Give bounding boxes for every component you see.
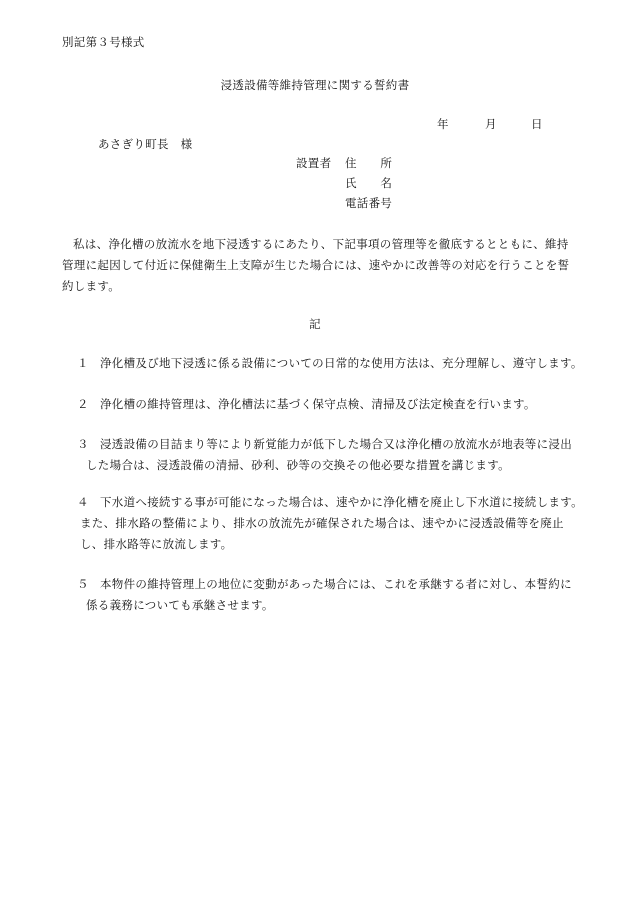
installer-address-label: 住 所 bbox=[345, 156, 393, 170]
item-line: し、排水路等に放流します。 bbox=[80, 537, 233, 551]
item-line: 浄化槽及び地下浸透に係る設備についての日常的な使用方法は、充分理解し、遵守します。 bbox=[100, 356, 583, 370]
item-line: 本物件の維持管理上の地位に変動があった場合には、これを承継する者に対し、本誓約に bbox=[100, 577, 572, 591]
pledge-paragraph: 私は、浄化槽の放流水を地下浸透するにあたり、下記事項の管理等を徹底するとともに、維持管理に起因して付近に保健衛生上支障が生じた場合には、速やかに改善等の対応を行うことを誓約します。 bbox=[62, 237, 570, 293]
item-line: また、排水路の整備により、排水の放流先が確保された場合は、速やかに浸透設備等を廃止 bbox=[80, 516, 564, 530]
list-item bbox=[62, 353, 583, 374]
item-line: 下水道へ接続する事が可能になった場合は、速やかに浄化槽を廃止し下水道に接続します。 bbox=[100, 495, 583, 509]
list-item bbox=[62, 434, 572, 476]
item-line: した場合は、浸透設備の清掃、砂利、砂等の交換その他必要な措置を講じます。 bbox=[86, 458, 510, 472]
installer-name-label: 氏 名 bbox=[345, 176, 393, 190]
item-line: 係る義務についても承継させます。 bbox=[86, 598, 274, 612]
item-number: ４ bbox=[77, 495, 89, 509]
item-line: 浄化槽の維持管理は、浄化槽法に基づく保守点検、清掃及び法定検査を行います。 bbox=[100, 397, 536, 411]
item-number: ２ bbox=[77, 397, 89, 411]
item-number: ５ bbox=[77, 577, 89, 591]
form-number: 別記第３号様式 bbox=[62, 35, 145, 49]
installer-phone-label: 電話番号 bbox=[345, 196, 393, 210]
installer-label: 設置者 bbox=[296, 156, 332, 170]
ki-heading: 記 bbox=[309, 317, 321, 331]
list-item bbox=[62, 394, 572, 415]
document-title: 浸透設備等維持管理に関する誓約書 bbox=[220, 78, 410, 92]
date-month: 月 bbox=[485, 117, 497, 131]
date-day: 日 bbox=[531, 117, 543, 131]
item-number: １ bbox=[77, 356, 89, 370]
addressee: あさぎり町長 様 bbox=[98, 137, 193, 151]
date-year: 年 bbox=[437, 117, 449, 131]
item-number: ３ bbox=[77, 437, 89, 451]
list-item bbox=[62, 574, 572, 616]
item-line: 浸透設備の目詰まり等により新覚能力が低下した場合又は浄化槽の放流水が地表等に浸出 bbox=[100, 437, 572, 451]
list-item bbox=[62, 492, 583, 555]
